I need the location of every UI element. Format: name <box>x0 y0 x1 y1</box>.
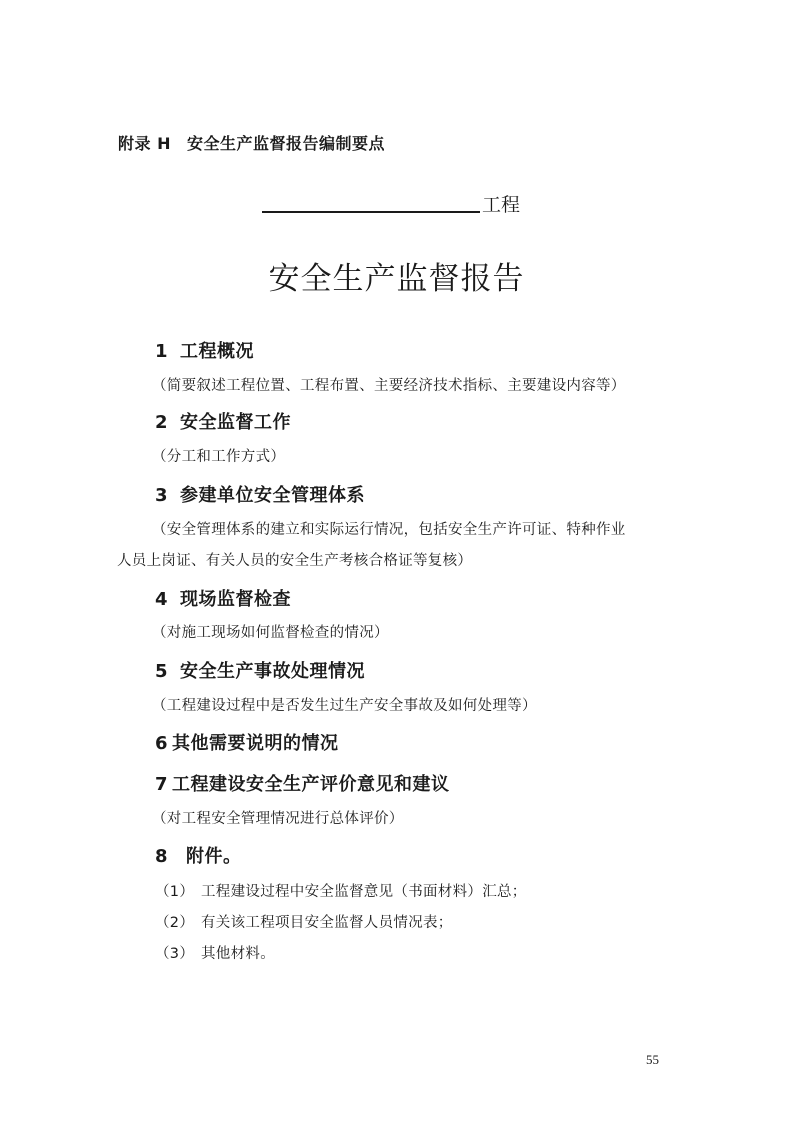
section-note: （对施工现场如何监督检查的情况） <box>152 625 389 641</box>
section-heading: 1 工程概况 <box>155 341 255 362</box>
attachment-item: （2） 有关该工程项目安全监督人员情况表； <box>155 915 453 931</box>
section-heading: 6 其他需要说明的情况 <box>155 733 339 754</box>
attachment-item: （3） 其他材料。 <box>155 946 275 962</box>
appendix-title: 安全生产监督报告编制要点 <box>186 134 385 153</box>
section-note: （安全管理体系的建立和实际运行情况，包括安全生产许可证、特种作业 <box>152 522 626 538</box>
page-number: 55 <box>646 1052 659 1067</box>
section-heading: 7 工程建设安全生产评价意见和建议 <box>155 774 450 795</box>
section-note: （分工和工作方式） <box>152 449 286 465</box>
report-title: 安全生产监督报告 <box>268 261 525 297</box>
section-heading: 2 安全监督工作 <box>155 412 292 433</box>
appendix-label: 附录 H <box>118 134 171 153</box>
section-heading: 8 附件。 <box>155 846 242 867</box>
section-note-continued: 人员上岗证、有关人员的安全生产考核合格证等复核） <box>117 553 473 569</box>
project-name-line <box>262 190 520 217</box>
project-suffix: 工程 <box>482 194 521 216</box>
section-heading: 3 参建单位安全管理体系 <box>155 485 366 506</box>
section-note: （工程建设过程中是否发生过生产安全事故及如何处理等） <box>152 698 537 714</box>
appendix-heading <box>118 131 385 154</box>
section-note: （简要叙述工程位置、工程布置、主要经济技术指标、主要建设内容等） <box>152 378 626 394</box>
section-heading: 5 安全生产事故处理情况 <box>155 661 366 682</box>
project-name-blank <box>262 191 480 213</box>
section-note: （对工程安全管理情况进行总体评价） <box>152 811 404 827</box>
attachment-item: （1） 工程建设过程中安全监督意见（书面材料）汇总； <box>155 884 527 900</box>
section-heading: 4 现场监督检查 <box>155 589 292 610</box>
